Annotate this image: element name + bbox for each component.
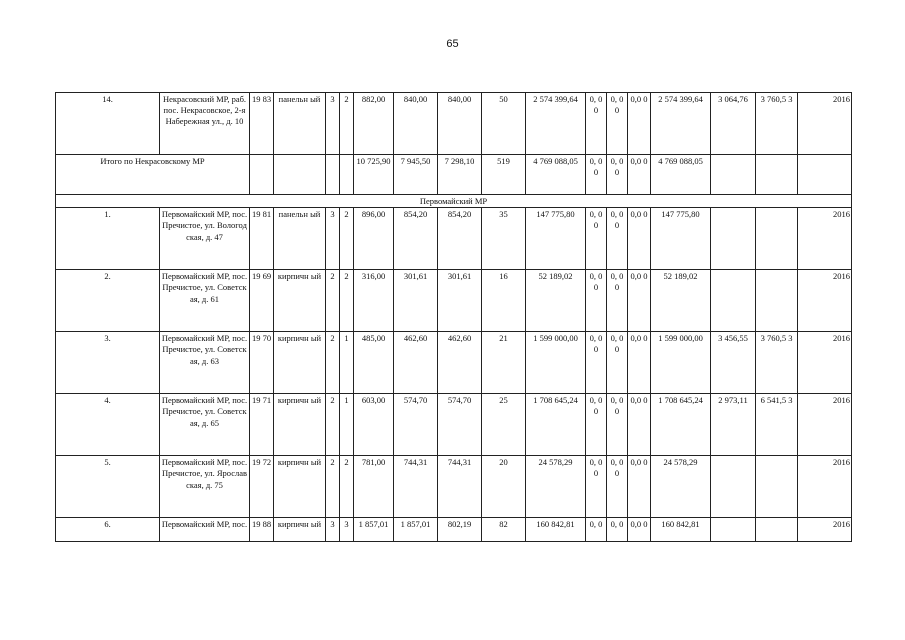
cell-f2: 0, 0 0	[607, 270, 628, 332]
cell-no: 1.	[56, 208, 160, 270]
page-number: 65	[446, 38, 459, 50]
cell-total-area: 882,00	[354, 93, 394, 155]
cell-f1: 0, 0 0	[586, 270, 607, 332]
cell-address: Первомайский МР, пос. Пречистое, ул. Советская, д. 61	[160, 270, 250, 332]
cell-entrances: 2	[340, 456, 354, 518]
cell-year: 19 88	[250, 518, 274, 542]
cell-deadline: 2016	[798, 270, 852, 332]
table-row	[56, 394, 852, 456]
cell-f3: 0,0 0	[628, 155, 651, 195]
cell-f1: 0, 0 0	[586, 93, 607, 155]
cell-entrances: 1	[340, 332, 354, 394]
cell-f1: 0, 0 0	[586, 332, 607, 394]
cell-empty	[711, 155, 756, 195]
cell-residents: 16	[482, 270, 526, 332]
cell-limit-cost	[756, 518, 798, 542]
cell-empty	[798, 155, 852, 195]
cell-year: 19 69	[250, 270, 274, 332]
cell-funds: 147 775,80	[651, 208, 711, 270]
cell-floors: 2	[326, 332, 340, 394]
cell-empty	[340, 155, 354, 195]
cell-floors: 2	[326, 456, 340, 518]
cell-residential-area: 574,70	[438, 394, 482, 456]
cell-living-area: 574,70	[394, 394, 438, 456]
cell-floors: 2	[326, 394, 340, 456]
cell-year: 19 72	[250, 456, 274, 518]
cell-total-cost: 160 842,81	[526, 518, 586, 542]
cell-unit-cost: 3 456,55	[711, 332, 756, 394]
cell-funds: 52 189,02	[651, 270, 711, 332]
cell-deadline: 2016	[798, 394, 852, 456]
cell-residents: 21	[482, 332, 526, 394]
cell-total-cost: 1 599 000,00	[526, 332, 586, 394]
cell-total-cost: 1 708 645,24	[526, 394, 586, 456]
cell-no: 6.	[56, 518, 160, 542]
cell-living-area: 1 857,01	[394, 518, 438, 542]
cell-living-area: 840,00	[394, 93, 438, 155]
cell-funds: 160 842,81	[651, 518, 711, 542]
cell-f3: 0,0 0	[628, 332, 651, 394]
cell-empty	[756, 155, 798, 195]
cell-entrances: 3	[340, 518, 354, 542]
cell-limit-cost: 3 760,5 3	[756, 332, 798, 394]
cell-residential-area: 802,19	[438, 518, 482, 542]
cell-f2: 0, 0 0	[607, 456, 628, 518]
cell-total-cost: 4 769 088,05	[526, 155, 586, 195]
cell-total-area: 896,00	[354, 208, 394, 270]
cell-address: Некрасовский МР, раб. пос. Некрасовское, 2-я Набережная ул., д. 10	[160, 93, 250, 155]
cell-residential-area: 462,60	[438, 332, 482, 394]
cell-f3: 0,0 0	[628, 93, 651, 155]
cell-address: Первомайский МР, пос. Пречистое, ул. Советская, д. 63	[160, 332, 250, 394]
cell-funds: 1 708 645,24	[651, 394, 711, 456]
cell-f3: 0,0 0	[628, 270, 651, 332]
cell-f2: 0, 0 0	[607, 208, 628, 270]
cell-f1: 0, 0 0	[586, 456, 607, 518]
cell-total-area: 781,00	[354, 456, 394, 518]
cell-deadline: 2016	[798, 518, 852, 542]
cell-limit-cost: 6 541,5 3	[756, 394, 798, 456]
cell-material: кирпичн ый	[274, 332, 326, 394]
cell-address: Первомайский МР, пос.	[160, 518, 250, 542]
cell-total-cost: 2 574 399,64	[526, 93, 586, 155]
cell-f3: 0,0 0	[628, 456, 651, 518]
cell-total-cost: 147 775,80	[526, 208, 586, 270]
cell-f1: 0, 0 0	[586, 208, 607, 270]
cell-entrances: 1	[340, 394, 354, 456]
section-row	[56, 195, 852, 208]
cell-residents: 82	[482, 518, 526, 542]
table-row	[56, 518, 852, 542]
cell-f2: 0, 0 0	[607, 93, 628, 155]
cell-limit-cost	[756, 456, 798, 518]
cell-no: 4.	[56, 394, 160, 456]
table-body	[56, 93, 852, 542]
cell-unit-cost	[711, 270, 756, 332]
cell-no: 3.	[56, 332, 160, 394]
cell-f3: 0,0 0	[628, 518, 651, 542]
housing-table	[55, 92, 852, 542]
cell-deadline: 2016	[798, 456, 852, 518]
cell-material: кирпичн ый	[274, 394, 326, 456]
cell-material: панельн ый	[274, 208, 326, 270]
cell-unit-cost	[711, 456, 756, 518]
cell-floors: 3	[326, 208, 340, 270]
cell-f1: 0, 0	[586, 518, 607, 542]
cell-living-area: 462,60	[394, 332, 438, 394]
cell-total-area: 316,00	[354, 270, 394, 332]
cell-living-area: 854,20	[394, 208, 438, 270]
table-row	[56, 270, 852, 332]
cell-residents: 50	[482, 93, 526, 155]
cell-f1: 0, 0 0	[586, 394, 607, 456]
cell-year: 19 83	[250, 93, 274, 155]
cell-deadline: 2016	[798, 93, 852, 155]
cell-f2: 0, 0	[607, 518, 628, 542]
cell-empty	[326, 155, 340, 195]
cell-no: 14.	[56, 93, 160, 155]
cell-total-cost: 52 189,02	[526, 270, 586, 332]
cell-total-area: 10 725,90	[354, 155, 394, 195]
cell-funds: 4 769 088,05	[651, 155, 711, 195]
cell-empty	[274, 155, 326, 195]
cell-no: 5.	[56, 456, 160, 518]
cell-total-area: 1 857,01	[354, 518, 394, 542]
cell-material: кирпичн ый	[274, 456, 326, 518]
cell-address: Первомайский МР, пос. Пречистое, ул. Вологодская, д. 47	[160, 208, 250, 270]
cell-unit-cost: 3 064,76	[711, 93, 756, 155]
cell-no: 2.	[56, 270, 160, 332]
cell-address: Первомайский МР, пос. Пречистое, ул. Ярославская, д. 75	[160, 456, 250, 518]
cell-living-area: 744,31	[394, 456, 438, 518]
cell-residential-area: 840,00	[438, 93, 482, 155]
cell-floors: 3	[326, 518, 340, 542]
cell-limit-cost	[756, 270, 798, 332]
cell-deadline: 2016	[798, 332, 852, 394]
cell-residential-area: 744,31	[438, 456, 482, 518]
cell-floors: 2	[326, 270, 340, 332]
cell-total-label: Итого по Некрасовскому МР	[56, 155, 250, 195]
cell-unit-cost	[711, 208, 756, 270]
cell-material: панельн ый	[274, 93, 326, 155]
cell-unit-cost: 2 973,11	[711, 394, 756, 456]
cell-entrances: 2	[340, 208, 354, 270]
cell-deadline: 2016	[798, 208, 852, 270]
cell-f3: 0,0 0	[628, 394, 651, 456]
cell-f2: 0, 0 0	[607, 394, 628, 456]
cell-limit-cost: 3 760,5 3	[756, 93, 798, 155]
cell-total-cost: 24 578,29	[526, 456, 586, 518]
cell-floors: 3	[326, 93, 340, 155]
cell-entrances: 2	[340, 93, 354, 155]
cell-year: 19 71	[250, 394, 274, 456]
cell-material: кирпичн ый	[274, 518, 326, 542]
table-row	[56, 208, 852, 270]
cell-f1: 0, 0 0	[586, 155, 607, 195]
cell-total-area: 603,00	[354, 394, 394, 456]
cell-funds: 24 578,29	[651, 456, 711, 518]
cell-f3: 0,0 0	[628, 208, 651, 270]
cell-residential-area: 301,61	[438, 270, 482, 332]
cell-unit-cost	[711, 518, 756, 542]
cell-residents: 20	[482, 456, 526, 518]
cell-entrances: 2	[340, 270, 354, 332]
cell-total-area: 485,00	[354, 332, 394, 394]
cell-funds: 2 574 399,64	[651, 93, 711, 155]
table-row	[56, 456, 852, 518]
cell-year: 19 81	[250, 208, 274, 270]
cell-empty	[250, 155, 274, 195]
cell-address: Первомайский МР, пос. Пречистое, ул. Советская, д. 65	[160, 394, 250, 456]
cell-f2: 0, 0 0	[607, 155, 628, 195]
cell-living-area: 7 945,50	[394, 155, 438, 195]
table-row	[56, 332, 852, 394]
cell-residential-area: 854,20	[438, 208, 482, 270]
cell-funds: 1 599 000,00	[651, 332, 711, 394]
table-row	[56, 93, 852, 155]
cell-residents: 25	[482, 394, 526, 456]
cell-year: 19 70	[250, 332, 274, 394]
cell-material: кирпичн ый	[274, 270, 326, 332]
table-row-total	[56, 155, 852, 195]
cell-residents: 519	[482, 155, 526, 195]
cell-residential-area: 7 298,10	[438, 155, 482, 195]
section-title: Первомайский МР	[56, 195, 852, 208]
cell-limit-cost	[756, 208, 798, 270]
cell-residents: 35	[482, 208, 526, 270]
cell-living-area: 301,61	[394, 270, 438, 332]
cell-f2: 0, 0 0	[607, 332, 628, 394]
